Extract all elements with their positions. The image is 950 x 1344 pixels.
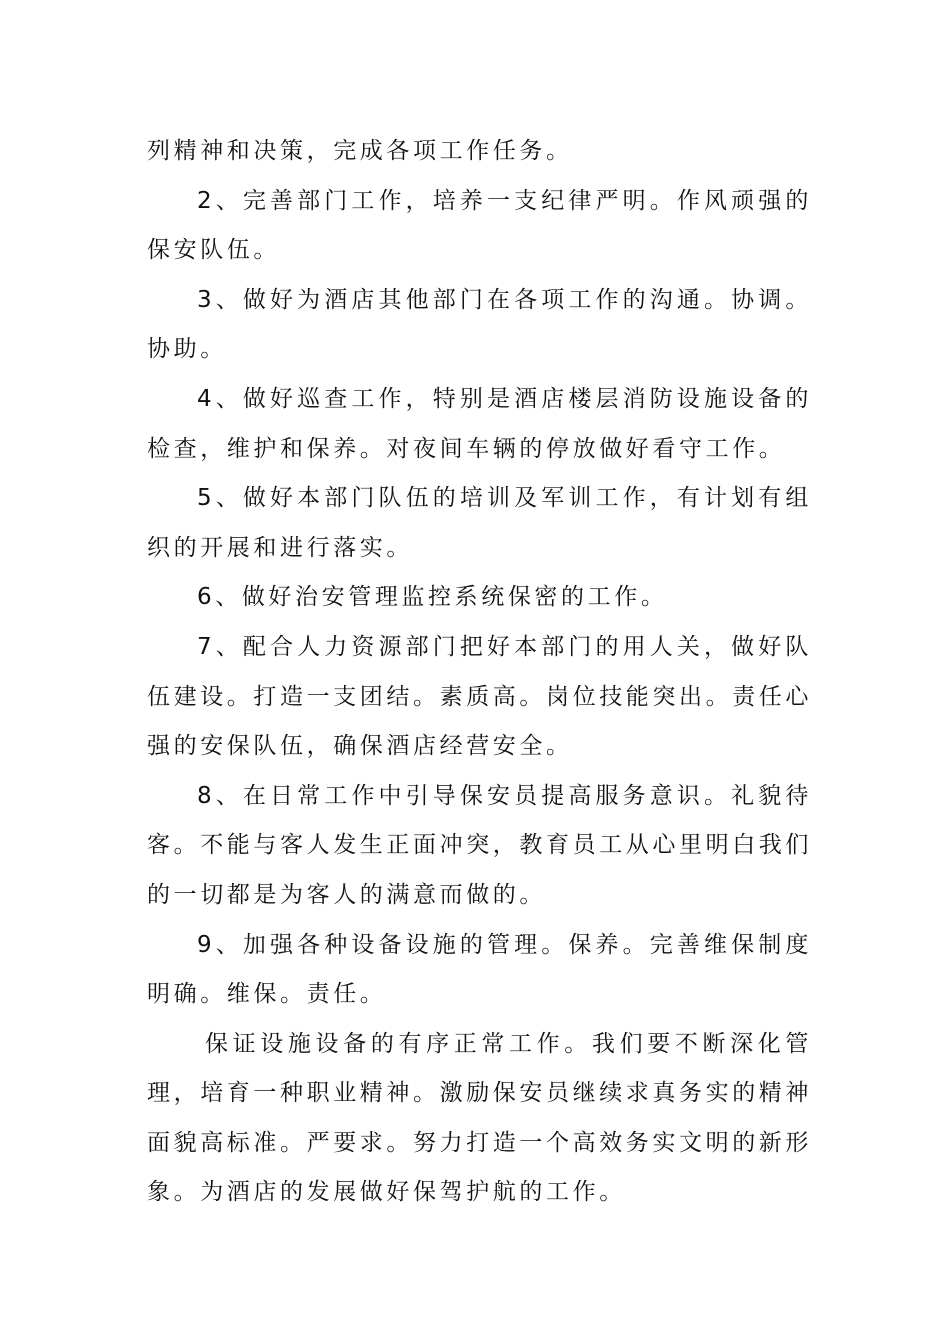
paragraph-item-2: 2、完善部门工作，培养一支纪律严明。作风顽强的保安队伍。 <box>147 187 812 264</box>
paragraph-item-6: 6、做好治安管理监控系统保密的工作。 <box>197 584 668 611</box>
paragraph-item-9: 9、加强各种设备设施的管理。保养。完善维保制度明确。维保。责任。 <box>147 931 812 1008</box>
paragraph-item-4: 4、做好巡查工作，特别是酒店楼层消防设施设备的检查，维护和保养。对夜间车辆的停放做好看守工作。 <box>147 385 812 462</box>
paragraph-item-8: 8、在日常工作中引导保安员提高服务意识。礼貌待客。不能与客人发生正面冲突，教育员工从心里明白我们的一切都是为客人的满意而做的。 <box>147 782 812 908</box>
paragraph-continuation: 列精神和决策，完成各项工作任务。 <box>147 138 573 164</box>
paragraph-item-5: 5、做好本部门队伍的培训及军训工作，有计划有组织的开展和进行落实。 <box>147 485 812 561</box>
paragraph-item-7: 7、配合人力资源部门把好本部门的用人关，做好队伍建设。打造一支团结。素质高。岗位技能突出。责任心强的安保队伍，确保酒店经营安全。 <box>147 633 812 760</box>
document-body <box>147 127 812 1218</box>
paragraph-item-3: 3、做好为酒店其他部门在各项工作的沟通。协调。协助。 <box>147 286 812 363</box>
paragraph-closing: 保证设施设备的有序正常工作。我们要不断深化管理，培育一种职业精神。激励保安员继续求真务实的精神面貌高标准。严要求。努力打造一个高效务实文明的新形象。为酒店的发展做好保驾护航的工作。 <box>147 1030 812 1206</box>
